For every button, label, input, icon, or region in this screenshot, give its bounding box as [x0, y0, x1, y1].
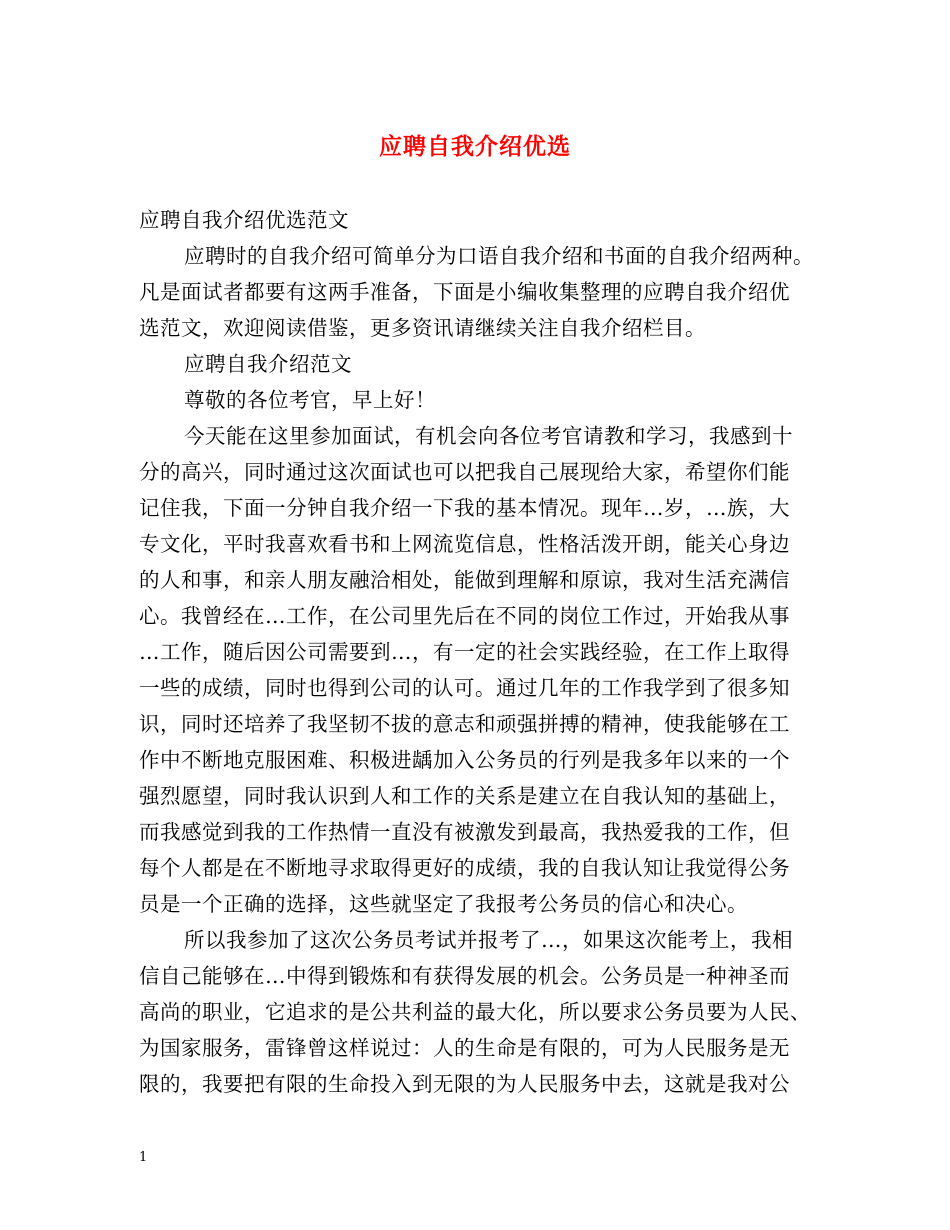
document-body [139, 202, 819, 1102]
text-line: …工作，随后因公司需要到…，有一定的社会实践经验，在工作上取得 [139, 640, 790, 664]
text-line: 员是一个正确的选择，这些就坚定了我报考公务员的信心和决心。 [139, 892, 748, 916]
text-line: 应聘自我介绍优选范文 [139, 208, 349, 232]
page-number: 1 [139, 1150, 148, 1165]
text-line: 为国家服务，雷锋曾这样说过：人的生命是有限的，可为人民服务是无 [139, 1036, 790, 1060]
text-line: 作中不断地克服困难、积极进龋加入公务员的行列是我多年以来的一个 [139, 748, 790, 772]
text-line: 而我感觉到我的工作热情一直没有被激发到最高，我热爱我的工作，但 [139, 820, 790, 844]
text-line: 今天能在这里参加面试，有机会向各位考官请教和学习，我感到十 [184, 424, 793, 448]
text-line: 信自己能够在…中得到锻炼和有获得发展的机会。公务员是一种神圣而 [139, 964, 790, 988]
text-line: 所以我参加了这次公务员考试并报考了…，如果这次能考上，我相 [184, 928, 793, 952]
text-line: 的人和事，和亲人朋友融洽相处，能做到理解和原谅，我对生活充满信 [139, 568, 790, 592]
document-title: 应聘自我介绍优选 [379, 133, 571, 160]
text-line: 一些的成绩，同时也得到公司的认可。通过几年的工作我学到了很多知 [139, 676, 790, 700]
text-line: 专文化，平时我喜欢看书和上网流览信息，性格活泼开朗，能关心身边 [139, 532, 790, 556]
text-line: 限的，我要把有限的生命投入到无限的为人民服务中去，这就是我对公 [139, 1072, 790, 1096]
text-line: 记住我，下面一分钟自我介绍一下我的基本情况。现年…岁，…族，大 [139, 496, 790, 520]
text-line: 心。我曾经在…工作，在公司里先后在不同的岗位工作过，开始我从事 [139, 604, 790, 628]
text-line: 尊敬的各位考官，早上好！ [184, 388, 436, 412]
text-line: 高尚的职业，它追求的是公共利益的最大化，所以要求公务员要为人民、 [139, 1000, 811, 1024]
text-line: 每个人都是在不断地寻求取得更好的成绩，我的自我认知让我觉得公务 [139, 856, 790, 880]
text-line: 强烈愿望，同时我认识到人和工作的关系是建立在自我认知的基础上， [139, 784, 790, 808]
text-line: 选范文，欢迎阅读借鉴，更多资讯请继续关注自我介绍栏目。 [139, 316, 706, 340]
text-line: 凡是面试者都要有这两手准备，下面是小编收集整理的应聘自我介绍优 [139, 280, 790, 304]
text-line: 应聘时的自我介绍可简单分为口语自我介绍和书面的自我介绍两种。 [184, 244, 814, 268]
text-line: 应聘自我介绍范文 [184, 352, 352, 376]
text-line: 分的高兴，同时通过这次面试也可以把我自己展现给大家，希望你们能 [139, 460, 790, 484]
text-line: 识，同时还培养了我坚韧不拔的意志和顽强拼搏的精神，使我能够在工 [139, 712, 790, 736]
